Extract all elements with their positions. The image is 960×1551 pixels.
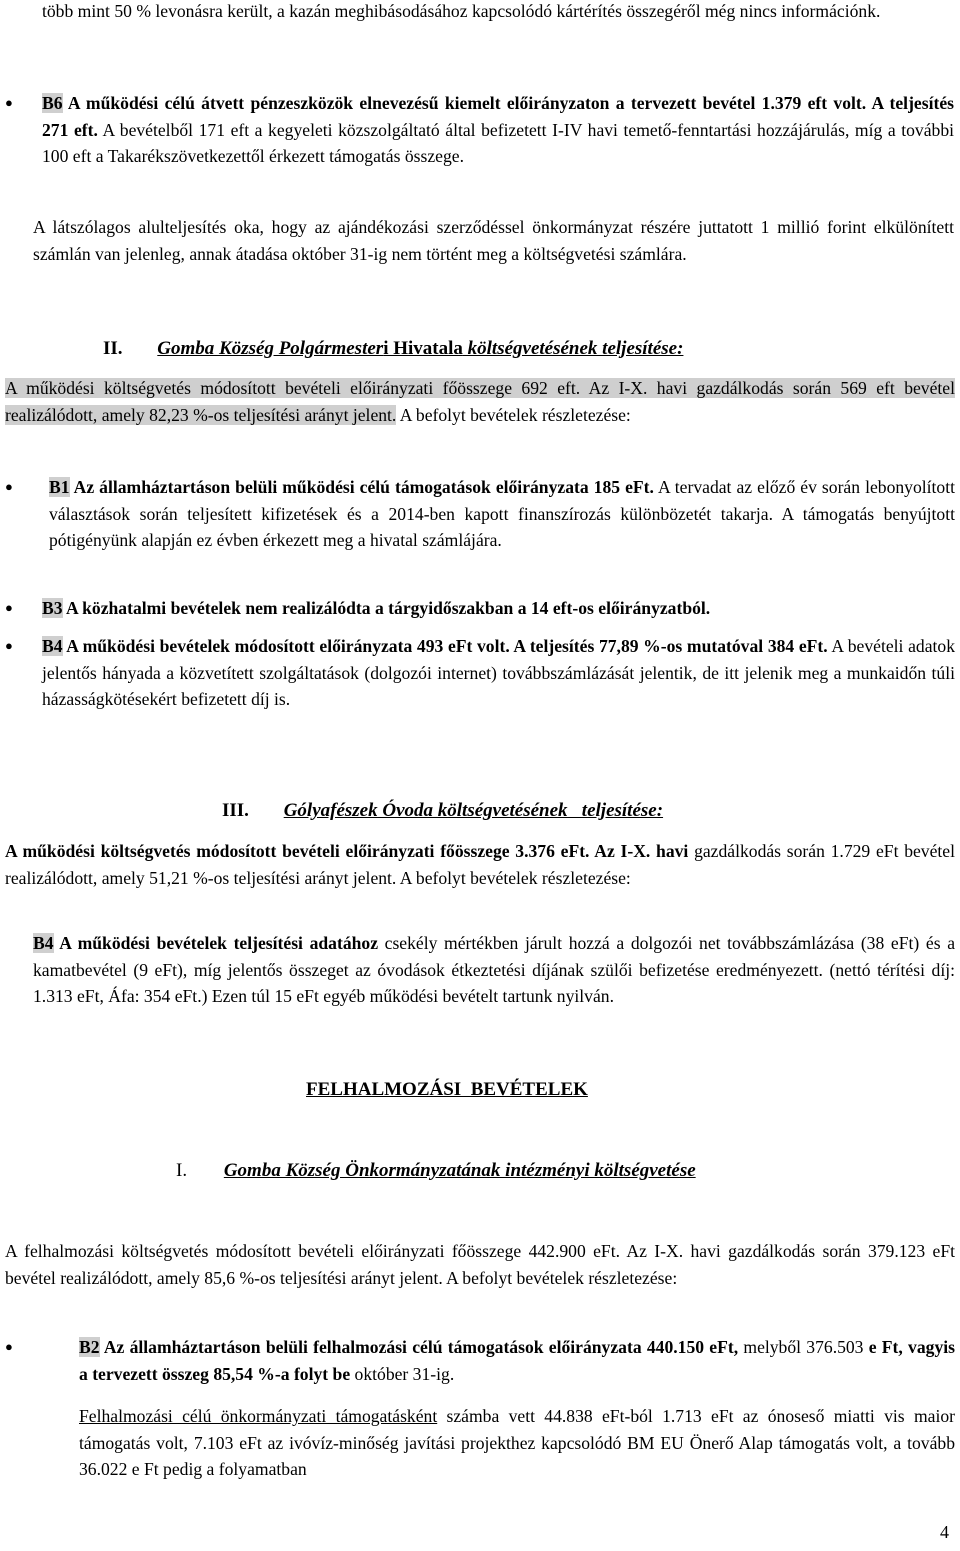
bullet-icon: ●: [5, 600, 13, 615]
s2-b1-paragraph: [49, 474, 955, 554]
s2-b1-text: A tervadat az előző év során lebonyolított választások során teljesített kifizetések és a 2014-ben kapott finanszírozás különbözetét takarja. A támogatás benyújtott pótigényünk alapján ez évben érkezett meg a hivatal számlájára.: [49, 477, 955, 550]
felh-b2-bold: Az államháztartáson belüli felhalmozási célú támogatások előirányzata 440.150 eFt,: [99, 1337, 739, 1357]
bullet-icon: ●: [5, 95, 13, 110]
section-3-intro: [5, 838, 955, 891]
page-number: 4: [940, 1522, 949, 1542]
felhalmozasi-heading: FELHALMOZÁSI BEVÉTELEK: [306, 1079, 588, 1100]
section-2-title-c: költségvetésének teljesítése:: [462, 338, 684, 359]
s2-b4-text: A bevételi adatok jelentős hányada a közvetített szolgáltatások (dolgozói internet) továbbszámlázását jelentik, de itt jelenik meg a munkaidőn túli házasságkötésekért befizetett díj is.: [42, 636, 955, 709]
section-2-heading: [103, 336, 683, 362]
continuation-paragraph: több mint 50 % levonásra került, a kazán meghibásodásához kapcsolódó kártérítés összegéről még nincs információnk.: [42, 1, 881, 21]
s2-b4-bold: A működési bevételek módosított előirányzata 493 eFt volt. A teljesítés 77,89 %-os mutatóval 384 eFt.: [62, 636, 828, 656]
b6-code: B6: [42, 93, 63, 113]
b6-note: A látszólagos alulteljesítés oka, hogy az ajándékozási szerződéssel önkormányzat részére juttatott 1 millió forint elkülönített számlán van jelenleg, annak átadása október 31-ig nem történt meg a költségvetési számlára.: [33, 217, 954, 264]
felhalmozasi-title: Gomba Község Önkormányzatának intézményi költségvetése: [223, 1160, 696, 1181]
felhalmozasi-subheading: [176, 1158, 696, 1184]
section-2-intro-rest: A befolyt bevételek részletezése:: [396, 404, 631, 425]
s2-b3-code: B3: [42, 598, 63, 618]
section-2-numeral: II.: [103, 338, 123, 359]
section-3-heading: [222, 798, 663, 824]
felh-b2-plain1: melyből 376.503: [738, 1337, 869, 1357]
b6-paragraph: [42, 90, 954, 170]
felhalmozasi-numeral: I.: [176, 1160, 188, 1181]
felh-b2-note-text: számba vett 44.838 eFt-ból 1.713 eFt az ónosеső miatti vis maior támogatás volt, 7.103 eFt az ivóvíz-minőség javítási projekthez kapcsolódó BM EU Önerő Alap támogatás volt, a tovább 36.022 e Ft pedig a folyamatban: [79, 1406, 955, 1479]
s3-b4-text: csekély mértékben járult hozzá a dolgozói net továbbszámlázása (38 eFt) és a kamatbevétel (9 eFt), míg jelentős összeget az óvodások étkeztetési díjának szülői befizetése eredményezett. (nettó térítési díj: 1.313 eFt, Áfa: 354 eFt.) Ezen túl 15 eFt egyéb működési bevételt tartunk nyilván.: [33, 933, 955, 1006]
felh-b2-note-underlined: Felhalmozási célú önkormányzati támogatásként: [79, 1406, 438, 1426]
s2-b1-bold: Az államháztartáson belüli működési célú támogatások előirányzata 185 eFt.: [69, 477, 654, 497]
bullet-icon: ●: [5, 1339, 13, 1354]
felh-b2-code: B2: [79, 1337, 100, 1357]
section-2-title-a: Gomba Község Polgármester: [157, 338, 384, 359]
section-3-intro-bold: A működési költségvetés módosított bevételi előirányzati főösszege 3.376 eFt. Az I-X. havi: [5, 841, 689, 861]
bullet-icon: ●: [5, 638, 13, 653]
felh-b2-bold2: e Ft, vagyis a tervezett összeg 85,54 %-a folyt be: [79, 1337, 955, 1384]
felh-b2-paragraph: [79, 1334, 955, 1387]
section-3-numeral: III.: [222, 800, 249, 821]
felhalmozasi-intro: A felhalmozási költségvetés módosított bevételi előirányzati főösszege 442.900 eFt. Az I-X. havi gazdálkodás során 379.123 eFt bevétel realizálódott, amely 85,6 %-os teljesítési arányt jelent. A befolyt bevételek részletezése:: [5, 1241, 955, 1288]
s2-b3-bold: A közhatalmi bevételek nem realizálódta a tárgyidőszakban a 14 eft-os előirányzatból.: [62, 598, 711, 618]
s3-b4-bold: A működési bevételek teljesítési adatához: [53, 933, 379, 953]
section-2-intro-highlighted: A működési költségvetés módosított bevételi előirányzati főösszege 692 eft. Az I-X. havi gazdálkodás során 569 eft bevétel realizálódott, amely 82,23 %-os teljesítési arányt jelent.: [5, 378, 955, 425]
s3-b4-code: B4: [33, 933, 54, 953]
s2-b4-code: B4: [42, 636, 63, 656]
s2-b4-paragraph: [42, 633, 955, 713]
s2-b3-paragraph: [42, 595, 955, 622]
s3-b4-paragraph: [33, 930, 955, 1010]
s2-b1-code: B1: [49, 477, 70, 497]
section-2-title-b: i Hivatala: [383, 338, 463, 359]
section-3-title: Gólyafészek Óvoda költségvetésének teljesítése:: [283, 800, 664, 821]
b6-text: A bevételből 171 eft a kegyeleti közszolgáltató által befizetett I-IV havi temető-fenntartási hozzájárulás, míg a további 100 eft a Takarékszövetkezettől érkezett támogatás összege.: [42, 119, 954, 166]
bullet-icon: ●: [5, 479, 13, 494]
section-3-intro-rest: gazdálkodás során 1.729 eFt bevétel realizálódott, amely 51,21 %-os teljesítési arányt jelent. A befolyt bevételek részletezése:: [5, 841, 956, 888]
felh-b2-plain2: október 31-ig.: [350, 1363, 455, 1384]
felh-b2-note: [79, 1403, 955, 1483]
section-2-intro: [5, 375, 955, 428]
b6-bold-text: A működési célú átvett pénzeszközök elnevezésű kiemelt előirányzaton a tervezett bevétel 1.379 eft volt. A teljesítés 271 eft.: [42, 93, 954, 140]
